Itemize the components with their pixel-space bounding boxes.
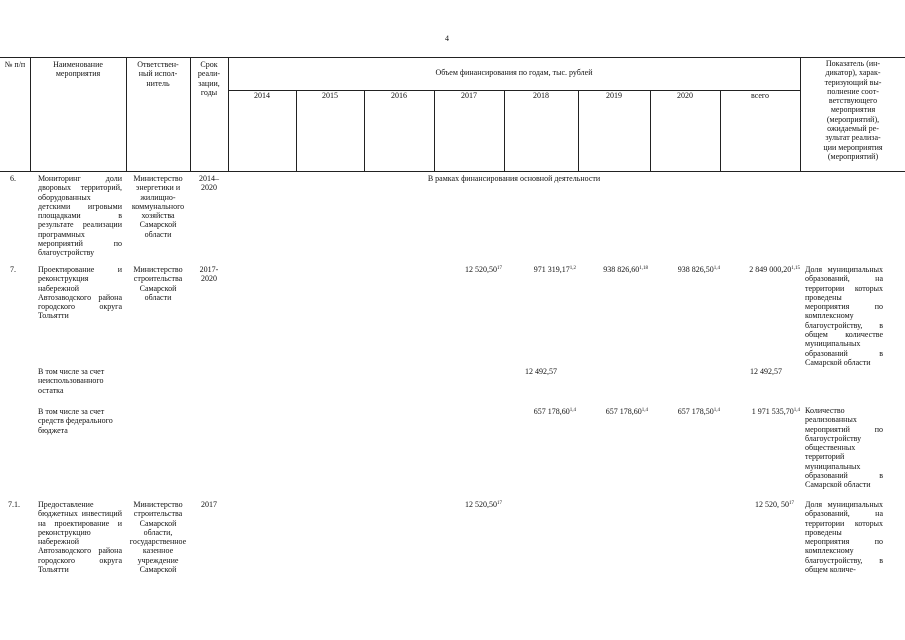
header-year-2019: 2019 [606,91,622,100]
row-7-1-value-2017: 12 520,50$^{17}$ [465,500,502,509]
header-executor: Ответствен- ный испол- нитель [137,60,179,88]
row-7-1-num: 7.1. [8,500,20,509]
row-balance-value-2018: 12 492,57 [525,367,557,376]
row-7-1-name: Предоставление бюджетных инвестиций на проектирование и реконструкцию набережной Автозаводского района городского округа Тольятти [38,500,122,575]
row-7-num: 7. [10,265,16,274]
header-year-2015: 2015 [322,91,338,100]
header-year-2017: 2017 [461,91,477,100]
row-6-name: Мониторинг доли дворовых территорий, оборудованных детскими игровыми площадками в результате реализации программных мероприятий по благоустройству [38,174,122,258]
page-number: 4 [445,34,449,43]
row-6-num: 6. [10,174,16,183]
row-federal-value-2018: 657 178,60$^{1,4}$ [533,407,576,416]
header-year-2018: 2018 [533,91,549,100]
row-7-value-2017: 12 520,50$^{17}$ [465,265,502,274]
row-7-1-value-total: 12 520, $50^{17}$ [755,500,794,509]
header-indicator: Показатель (ин- дикатор), харак- теризующий вы- полнение соот- ветствующего мероприятия (мероприятий), ожидаемый ре- зультат реализа- ции мероприятия (мероприятий) [823,59,883,161]
row-federal-name: В том числе за счет средств федерального бюджета [38,407,113,435]
row-balance-value-total: 12 492,57 [750,367,782,376]
row-7-name: Проектирование и реконструкция набережной Автозаводского района городского округа Тольятти [38,265,122,321]
header-term: Срок реали- зации, годы [197,60,221,97]
header-year-2016: 2016 [391,91,407,100]
row-7-executor: Министерство строительства Самарской области [133,265,183,302]
row-federal-value-2019: 657 178,60$^{1,4}$ [605,407,648,416]
row-7-1-executor: Министерство строительства Самарской области, государственное казенное учреждение Самарской [129,500,187,575]
row-6-executor: Министерство энергетики и жилищно-коммунального хозяйства Самарской области [131,174,185,239]
row-6-note: В рамках финансирования основной деятельности [427,174,601,183]
header-total: всего [750,91,769,100]
header-funding-title: Объем финансирования по годам, тыс. рублей [435,68,593,77]
row-6-term: 2014– 2020 [199,174,219,193]
row-7-value-total: 2 849 000,20$^{1,15}$ [749,265,800,274]
row-federal-value-2020: 657 178,50$^{1,4}$ [677,407,720,416]
row-7-term: 2017- 2020 [199,265,219,284]
row-federal-indicator: Количество реализованных мероприятий по благоустройству общественных территорий муниципальных образований в Самарской области [805,406,883,490]
row-7-indicator: Доля муниципальных образований, на территории которых проведены мероприятия по комплексному благоустройству, в общем количестве муниципальных образований в Самарской области [805,265,883,367]
header-year-2014: 2014 [254,91,270,100]
row-7-value-2019: 938 826,60$^{1,18}$ [603,265,648,274]
header-name: Наименование мероприятия [53,60,103,79]
header-year-2020: 2020 [677,91,693,100]
header-num: № п/п [4,60,26,69]
row-7-1-indicator: Доля муниципальных образований, на территории которых проведены мероприятия по комплексному благоустройству, в общем количе- [805,500,883,575]
row-7-1-term: 2017 [201,500,217,509]
row-federal-value-total: 1 971 535,70$^{1,4}$ [751,407,800,416]
row-7-value-2018: 971 319,17$^{1,2}$ [533,265,576,274]
row-balance-name: В том числе за счет неиспользованного остатка [38,367,105,395]
row-7-value-2020: 938 826,50$^{1,4}$ [677,265,720,274]
